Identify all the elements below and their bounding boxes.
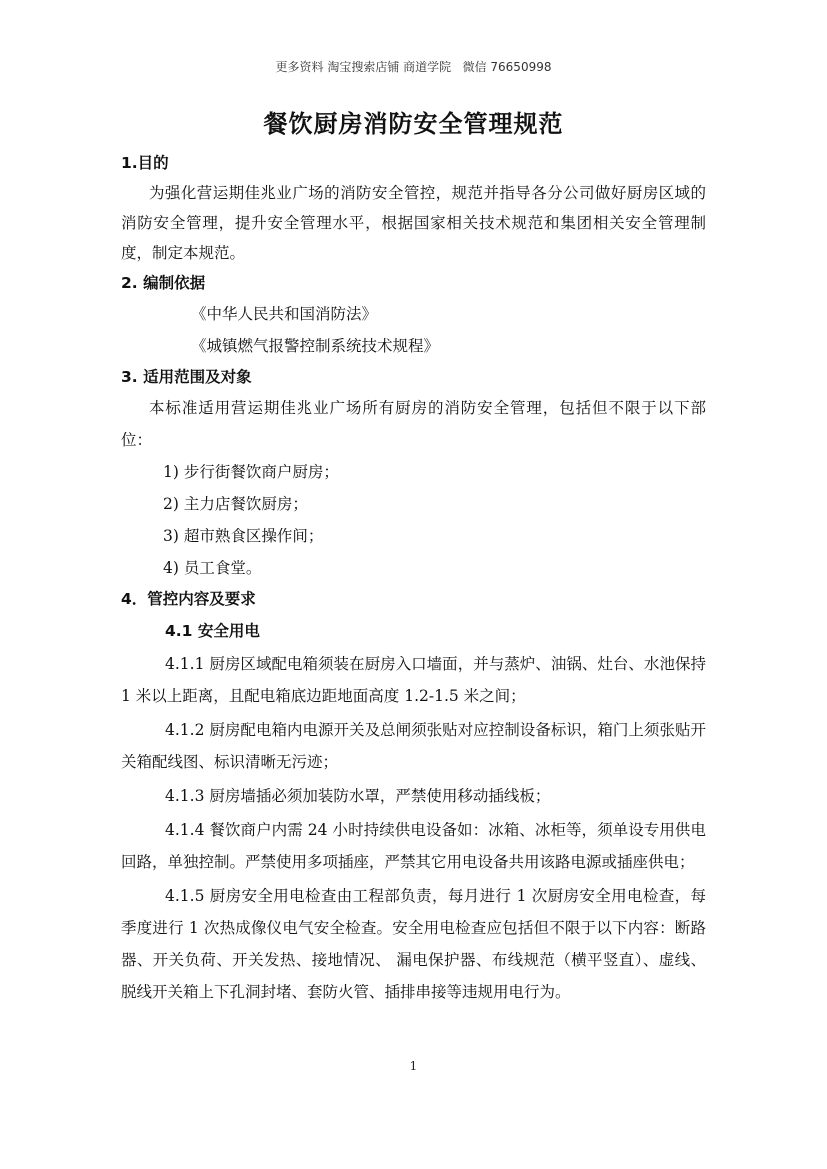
scope-list-item: 3) 超市熟食区操作间； [163, 527, 324, 545]
section-heading-requirements: 4．管控内容及要求 [121, 590, 256, 608]
clause-paragraph: 4.1.1 厨房区域配电箱须装在厨房入口墙面，并与蒸炉、油锅、灶台、水池保持 1 米以上距离，且配电箱底边距地面高度 1.2-1.5 米之间； [121, 655, 706, 705]
document-title: 餐饮厨房消防安全管理规范 [263, 110, 564, 138]
clause-paragraph: 4.1.4 餐饮商户内需 24 小时持续供电设备如：冰箱、冰柜等，须单设专用供电回路，单独控制。严禁使用多项插座，严禁其它用电设备共用该路电源或插座供电； [121, 821, 706, 871]
page-number: 1 [409, 1059, 418, 1073]
section-heading-basis: 2. 编制依据 [121, 274, 206, 292]
purpose-paragraph: 为强化营运期佳兆业广场的消防安全管控，规范并指导各分公司做好厨房区域的消防安全管理，提升安全管理水平，根据国家相关技术规范和集团相关安全管理制度，制定本规范。 [121, 184, 706, 262]
subsection-heading-electrical-safety: 4.1 安全用电 [165, 622, 260, 640]
scope-list-item: 1) 步行街餐饮商户厨房； [163, 463, 339, 481]
page-header: 更多资料 淘宝搜索店铺 商道学院 微信 76650998 [275, 60, 552, 74]
clause-paragraph: 4.1.3 厨房墙插必须加装防水罩，严禁使用移动插线板； [165, 787, 551, 805]
clause-paragraph: 4.1.5 厨房安全用电检查由工程部负责，每月进行 1 次厨房安全用电检查，每季度进行 1 次热成像仪电气安全检查。安全用电检查应包括但不限于以下内容：断路器、开关负荷、开关发热、接地情况、 漏电保护器、布线规范（横平竖直）、虚线、脱线开关箱上下孔洞封堵、套防火管、插排串接等违规用电行为。 [121, 887, 706, 1001]
scope-paragraph: 本标准适用营运期佳兆业广场所有厨房的消防安全管理，包括但不限于以下部位： [121, 399, 706, 449]
reference-item: 《城镇燃气报警控制系统技术规程》 [191, 337, 440, 355]
section-heading-purpose: 1.目的 [121, 154, 169, 172]
clause-paragraph: 4.1.2 厨房配电箱内电源开关及总闸须张贴对应控制设备标识，箱门上须张贴开关箱配线图、标识清晰无污迹； [121, 721, 706, 771]
scope-list-item: 4) 员工食堂。 [163, 559, 262, 577]
reference-item: 《中华人民共和国消防法》 [191, 305, 378, 323]
scope-list-item: 2) 主力店餐饮厨房； [163, 495, 308, 513]
document-body [121, 100, 706, 1008]
section-heading-scope: 3. 适用范围及对象 [121, 368, 252, 386]
